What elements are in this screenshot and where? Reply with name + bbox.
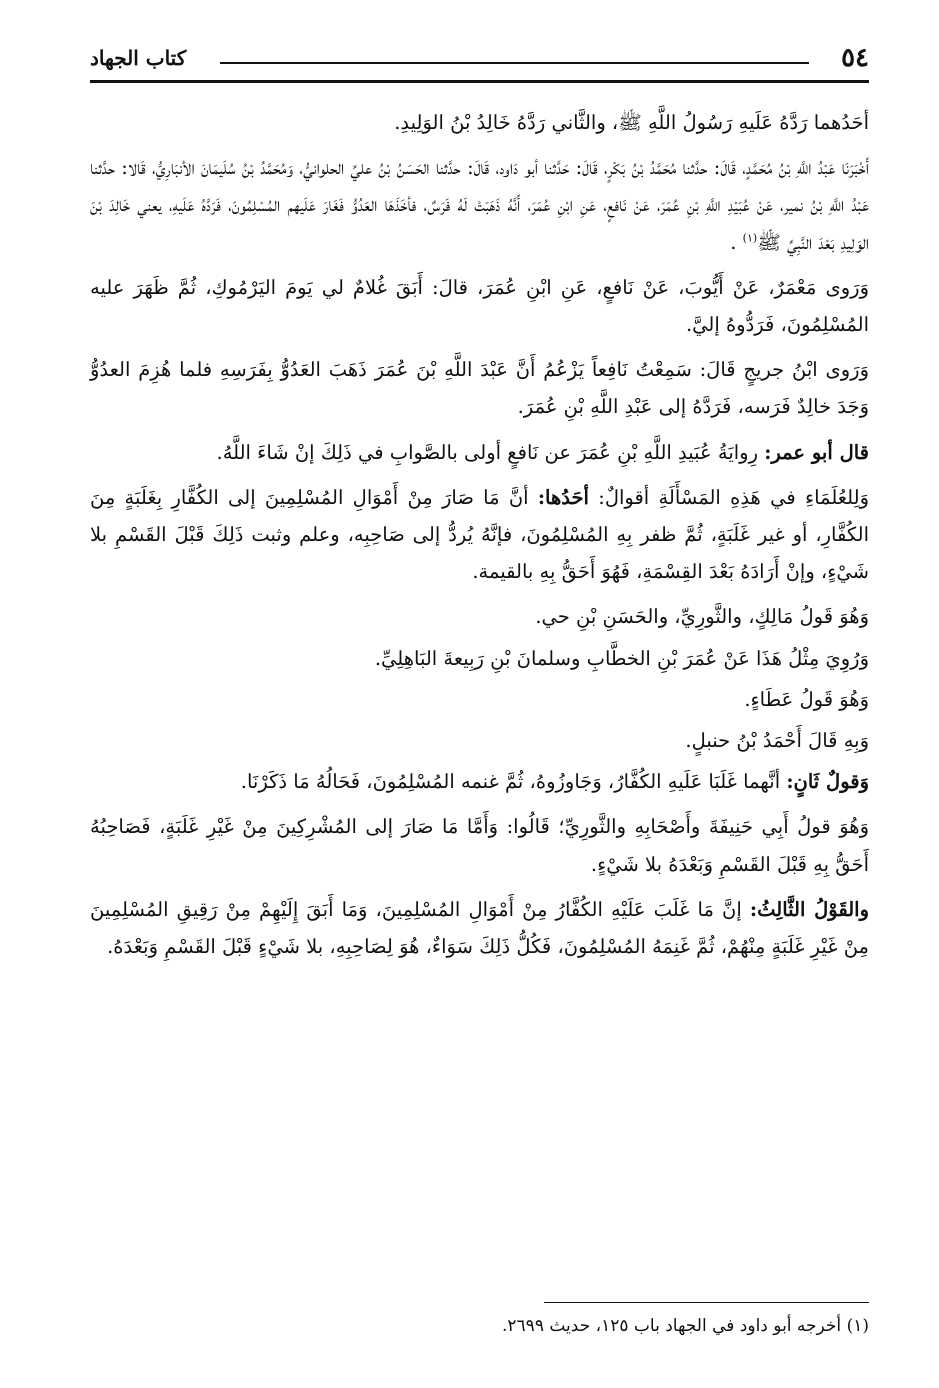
paragraph <box>90 269 869 343</box>
paragraph-text: أحَدُهما رَدَّهُ عَلَيهِ رَسُولُ اللَّهِ ﷺ، والثَّاني رَدَّهُ خَالِدُ بْنُ الوَلِيدِ. <box>394 111 869 134</box>
paragraph-text: وَهُوَ قَولُ مَالِكٍ، والثَّورِيِّ، والحَسَنِ بْنِ حي. <box>535 605 869 629</box>
header-line <box>220 62 809 64</box>
paragraph-lead: وَقولٌ ثَانٍ: <box>786 770 869 794</box>
paragraph: أَخْبَرَنَا عَبْدُ اللَّهِ بْنُ مُحَمَّدٍ، قَالَ: حدَّثنا مُحَمَّدُ بْنُ بَكْرٍ، قَالَ: حَدَّثنا أبو دَاود، قَالَ: حدَّثنا الحَسَنُ بْنُ عليِّ الحلوانيُّ، وَمُحَمَّدُ بْنُ سُلَيمَانَ الأنبَارِيُّ، قَالا: حدَّثنا عَبْدُ اللَّهِ بْنُ نمير، عَنْ عُبَيْدِ اللَّهِ بْنِ عُمَرَ، عَنْ نَافعٍ، عَنِ ابْنِ عُمَرَ، أَنَّهُ ذَهَبَتْ لَهُ فَرَسٌ، فأخَذَهَا العَدُوُّ فَغَارَ عَلَيهم المُسْلِمُونَ، فَرَدَّهُ عَلَيهِ، يعني خَالِدَ بْنَ الوَلِيدِ بَعْدَ النَّبِيِّ ﷺ$^{(١)}$ . <box>90 156 869 254</box>
paragraph-text: وَرُوِيَ مِثْلُ هَذَا عَنْ عُمَرَ بْنِ الخطَّابِ وسلمانَ بْنِ رَبِيعةَ البَاهِلِيِّ. <box>374 646 869 670</box>
paragraph <box>90 808 869 882</box>
paragraph-text: وَرَوى ابْنُ جريجٍ قَالَ: سَمِعْتُ نَافِعاً يَزْعُمُ أَنَّ عَبْدَ اللَّهِ بْنَ عُمَرَ ذَهَبَ العَدُوُّ بِفَرَسِهِ فلما هُزِمَ العدُوُّ وَجَدَ خالِدٌ فَرَسه، فَرَدَّهُ إلى عَبْدِ اللَّهِ بْنِ عُمَرَ. <box>90 358 869 419</box>
paragraph <box>90 434 869 471</box>
running-title: كتاب الجهاد <box>90 46 187 70</box>
paragraph <box>90 104 869 141</box>
paragraph-text: أنَّ مَا صَارَ مِنْ أَمْوَالِ المُسْلِمِينَ إلى الكُفَّارِ بِغَلَبَةٍ مِنَ الكُفَّارِ، أو غير غَلَبَةٍ، ثُمَّ ظفر بِهِ المُسْلِمُونَ، فإنَّهُ يُردُّ إلى صَاحِبِه، وعلم وثبت ذَلِكَ قَبْلَ القَسْمِ بلا شَيْءٍ، وإنْ أَرَادَهُ بَعْدَ القِسْمَةِ، فَهُوَ أَحَقُّ بِهِ بالقيمة. <box>90 485 869 584</box>
footnote-reference: (١) <box>742 231 758 245</box>
paragraph <box>90 598 869 635</box>
footnote <box>90 1312 869 1340</box>
header-rule <box>90 80 869 83</box>
paragraph <box>90 891 869 965</box>
paragraph <box>90 722 869 759</box>
paragraph <box>90 351 869 425</box>
paragraph-text: وَهُوَ قَولُ عَطَاءٍ. <box>744 687 869 711</box>
page-number: ٥٤ <box>841 43 869 73</box>
paragraph-lead: والقَوْلُ الثَّالِثُ: <box>749 897 869 921</box>
paragraph-lead: أحَدُها: <box>537 485 589 509</box>
paragraph-text: أَخْبَرَنَا عَبْدُ اللَّهِ بْنُ مُحَمَّدٍ، قَالَ: حدَّثنا مُحَمَّدُ بْنُ بَكْرٍ، قَالَ: حَدَّثنا أبو دَاود، قَالَ: حدَّثنا الحَسَنُ بْنُ عليِّ الحلوانيُّ، وَمُحَمَّدُ بْنُ سُلَيمَانَ الأنبَارِيُّ، قَالا: حدَّثنا عَبْدُ اللَّهِ بْنُ نمير، عَنْ عُبَيْدِ اللَّهِ بْنِ عُمَرَ، عَنْ نَافعٍ، عَنِ ابْنِ عُمَرَ، أَنَّهُ ذَهَبَتْ لَهُ فَرَسٌ، فأخَذَهَا العَدُوُّ فَغَارَ عَلَيهم المُسْلِمُونَ، فَرَدَّهُ عَلَيهِ، يعني خَالِدَ بْنَ الوَلِيدِ بَعْدَ النَّبِيِّ ﷺ <box>90 156 869 254</box>
page-header <box>90 38 869 78</box>
paragraph-text: وَرَوى مَعْمَرٌ، عَنْ أَيُّوبَ، عَنْ نَافعٍ، عَنِ ابْنِ عُمَرَ، قالَ: أَبَقَ غُلامٌ لي يَومَ اليَرْمُوكِ، ثُمَّ ظَهَرَ عليه المُسْلِمُونَ، فَرَدُّوهُ إليَّ. <box>90 275 869 337</box>
footnote-text: أخرجه أبو داود في الجهاد باب ١٢٥، حديث ٢٦٩٩. <box>502 1316 842 1336</box>
footnote-marker: (١) <box>846 1316 869 1336</box>
paragraph-text: إنَّ مَا غَلَبَ عَلَيْهِ الكُفَّارُ مِنْ أَمْوَالِ المُسْلِمِينَ، وَمَا أَبَقَ إِلَيْهِمْ مِنْ رَقِيقِ المُسْلِمِينَ مِنْ غَيْرِ غَلَبَةٍ مِنْهُمْ، ثُمَّ غَنِمَهُ المُسْلِمُونَ، فَكُلُّ ذَلِكَ سَوَاءٌ، هُوَ لِصَاحِبِهِ، بلا شَيْءٍ قَبْلَ القَسْمِ وَبَعْدَهُ. <box>90 897 869 959</box>
paragraph-text: وَبِهِ قَالَ أَحْمَدُ بْنُ حنبلٍ. <box>685 729 869 753</box>
paragraph-intro: وَلِلعُلَمَاءِ في هَذِهِ المَسْأَلَةِ أقوالٌ: <box>598 485 869 509</box>
paragraph <box>90 763 869 800</box>
main-text <box>90 104 869 973</box>
paragraph <box>90 479 869 591</box>
paragraph-text: وَهُوَ قولُ أَبِي حَنِيفَةَ وأَصْحَابِهِ والثَّورِيِّ؛ قَالُوا: وَأَمَّا مَا صَارَ إلى المُشْرِكِينَ مِنْ غَيْرِ غَلَبَةٍ، فَصَاحِبُهُ أَحَقُّ بِهِ قَبْلَ القَسْمِ وَبَعْدَهُ بلا شَيْءٍ. <box>90 815 869 876</box>
paragraph <box>90 681 869 718</box>
paragraph-text: أنَّهما غَلَبَا عَلَيهِ الكُفَّارُ، وَجَاوزُوهُ، ثُمَّ غنمه المُسْلِمُونَ، فَحَالُهُ مَا ذَكَرْنَا. <box>240 770 781 794</box>
paragraph-lead: قال أبو عمر: <box>764 440 869 464</box>
paragraph-text: رِوايَةُ عُبَيدِ اللَّهِ بْنِ عُمَرَ عن نَافعٍ أولى بالصَّوابِ في ذَلِكَ إنْ شَاءَ اللَّهُ. <box>216 440 758 464</box>
paragraph <box>90 640 869 677</box>
footnote-separator <box>544 1302 869 1303</box>
